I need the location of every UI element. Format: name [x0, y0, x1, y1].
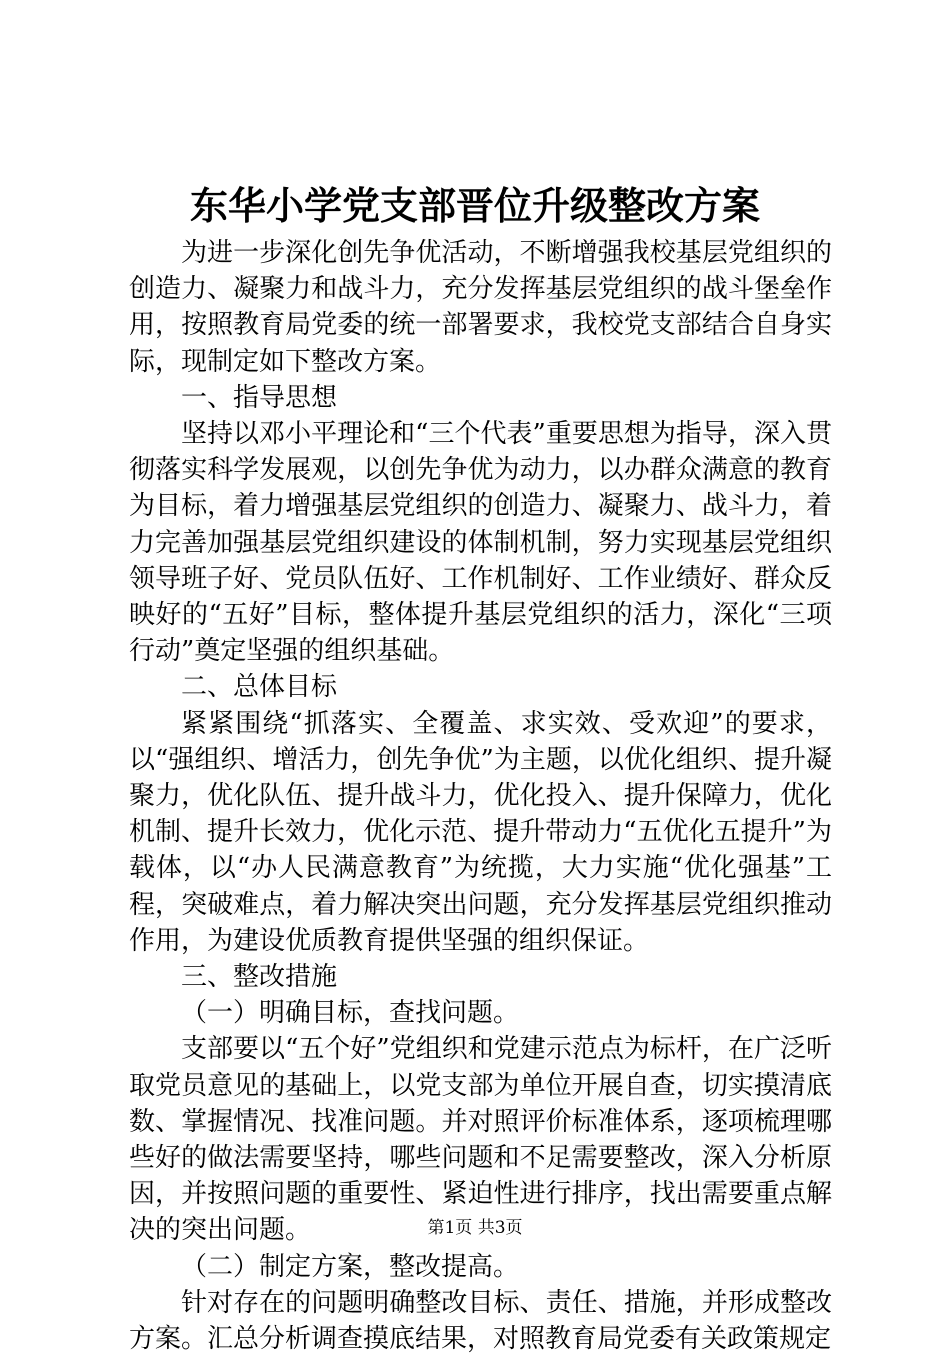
section-heading-guiding-thought: 一、指导思想 — [181, 382, 338, 413]
section-heading-overall-goal: 二、总体目标 — [181, 672, 338, 703]
intro-paragraph: 为进一步深化创先争优活动，不断增强我校基层党组织的创造力、凝聚力和战斗力，充分发挥基层党组织的战斗堡垒作用，按照教育局党委的统一部署要求，我校党支部结合自身实际，现制定如下整改方案。 — [129, 238, 832, 377]
subsection-heading-2: （二）制定方案，整改提高。 — [181, 1251, 520, 1282]
subsection-1-paragraph: 支部要以“五个好”党组织和党建示范点为标杆，在广泛听取党员意见的基础上，以党支部为单位开展自查，切实摸清底数、掌握情况、找准问题。并对照评价标准体系，逐项梳理哪些好的做法需要坚持，哪些问题和不足需要整改，深入分析原因，并按照问题的重要性、紧迫性进行排序，找出需要重点解决的突出问题。 — [129, 1034, 832, 1246]
document-title: 东华小学党支部晋位升级整改方案 — [189, 183, 760, 228]
subsection-2-paragraph: 针对存在的问题明确整改目标、责任、措施，并形成整改方案。汇总分析调查摸底结果，对照教育局党委有关政策规定 — [129, 1287, 832, 1355]
page-footer: 第1页 共3页 — [427, 1218, 523, 1238]
document-body — [129, 235, 832, 1357]
section-heading-measures: 三、整改措施 — [181, 962, 338, 993]
guiding-thought-paragraph: 坚持以邓小平理论和“三个代表”重要思想为指导，深入贯彻落实科学发展观，以创先争优为动力，以办群众满意的教育为目标，着力增强基层党组织的创造力、凝聚力、战斗力，着力完善加强基层党组织建设的体制机制，努力实现基层党组织领导班子好、党员队伍好、工作机制好、工作业绩好、群众反映好的“五好”目标，整体提升基层党组织的活力，深化“三项行动”奠定坚强的组织基础。 — [129, 419, 832, 667]
subsection-heading-1: （一）明确目标，查找问题。 — [181, 998, 520, 1029]
overall-goal-paragraph: 紧紧围绕“抓落实、全覆盖、求实效、受欢迎”的要求，以“强组织、增活力，创先争优”为主题，以优化组织、提升凝聚力，优化队伍、提升战斗力，优化投入、提升保障力，优化机制、提升长效力，优化示范、提升带动力“五优化五提升”为载体，以“办人民满意教育”为统揽，大力实施“优化强基”工程，突破难点，着力解决突出问题，充分发挥基层党组织推动作用，为建设优质教育提供坚强的组织保证。 — [129, 708, 832, 956]
